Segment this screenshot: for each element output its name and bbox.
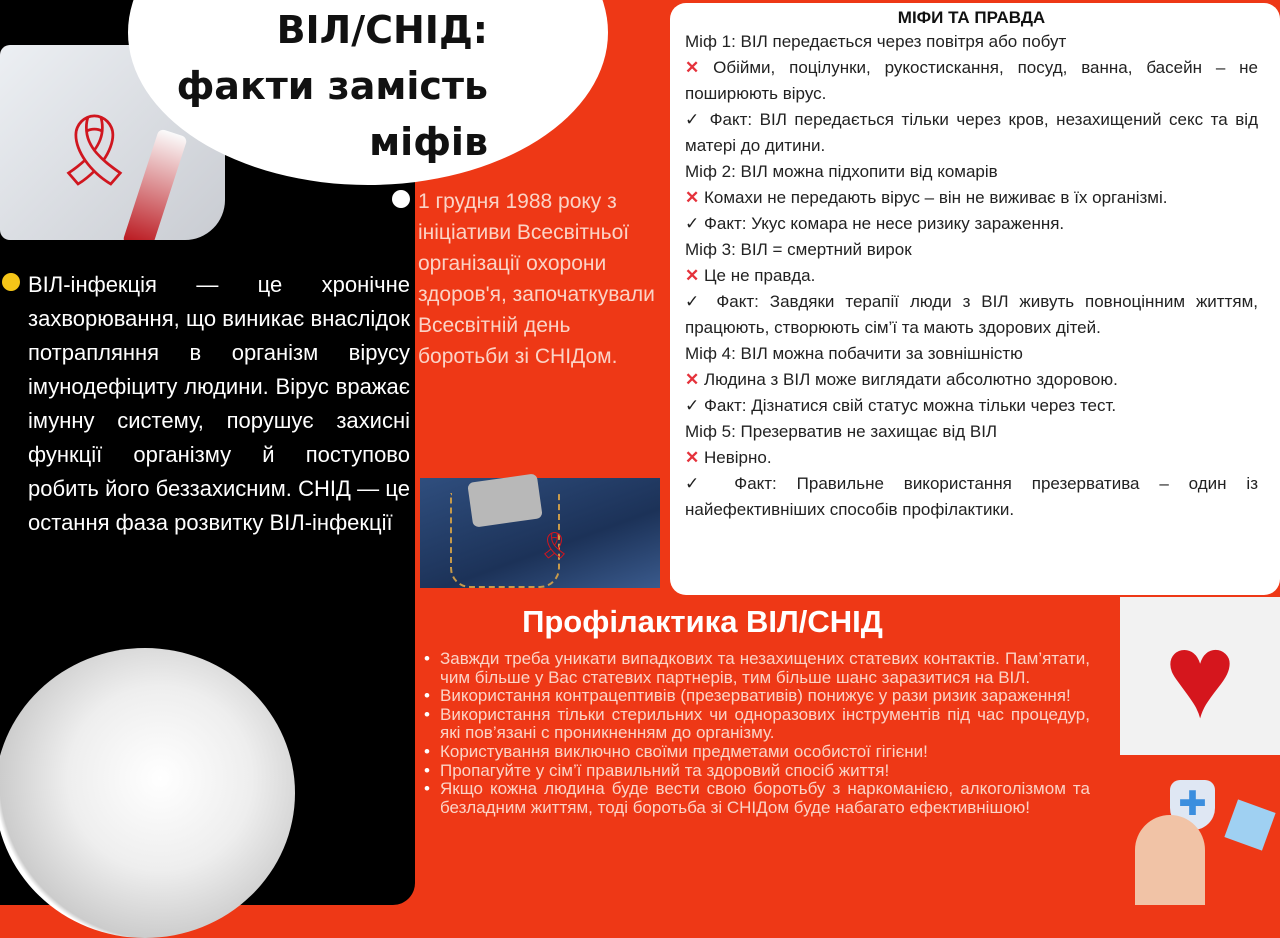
myth-item [685, 29, 1258, 159]
check-icon: ✓ [685, 474, 715, 493]
myth-fact: ✓ Факт: ВІЛ передається тільки через кров, незахищений секс та від матері до дитини. [685, 110, 1258, 155]
history-text: 1 грудня 1988 року з ініціативи Всесвітньої організації охорони здоров'я, започаткували Всесвітній день боротьби зі СНІДом. [418, 190, 655, 368]
shield-icon: ✚ [1170, 780, 1215, 830]
myth-rebuttal: ✕ Обійми, поцілунки, рукостискання, посуд, ванна, басейн – не поширюють вірус. [685, 58, 1258, 103]
cross-icon: ✕ [685, 58, 700, 77]
prevention-list [420, 650, 1090, 817]
check-icon: ✓ [685, 110, 703, 129]
myth-statement: Міф 3: ВІЛ = смертний вирок [685, 240, 912, 259]
myth-statement: Міф 4: ВІЛ можна побачити за зовнішністю [685, 344, 1023, 363]
myth-fact: ✓ Факт: Укус комара не несе ризику зараження. [685, 214, 1065, 233]
myth-rebuttal: ✕ Комахи не передають вірус – він не виживає в їх організмі. [685, 188, 1168, 207]
myth-statement: Міф 5: Презерватив не захищає від ВІЛ [685, 422, 998, 441]
woman-figure [1135, 815, 1205, 905]
cross-icon: ✕ [685, 448, 700, 467]
prevention-item: • Використання контрацептивів (презервативів) понижує у рази ризик зараження! [420, 687, 1090, 706]
cross-icon: ✕ [685, 370, 700, 389]
prevention-heading: Профілактика ВІЛ/СНІД [522, 604, 883, 639]
yellow-bullet-icon [2, 273, 20, 291]
myth-rebuttal: ✕ Невірно. [685, 448, 772, 467]
mask-icon [1224, 799, 1275, 850]
myth-item [685, 237, 1258, 341]
page-title: ВІЛ/СНІД: факти замість міфів [176, 8, 488, 164]
prevention-item: • Пропагуйте у сім’ї правильний та здоровий спосіб життя! [420, 762, 1090, 781]
check-icon: ✓ [685, 292, 706, 311]
myth-statement: Міф 2: ВІЛ можна підхопити від комарів [685, 162, 998, 181]
red-ribbon-icon: 🎗 [50, 111, 139, 189]
cross-icon: ✕ [685, 188, 700, 207]
prevention-item: • Користування виключно своїми предметами особистої гігієни! [420, 743, 1090, 762]
myth-item [685, 159, 1258, 237]
heart-icons-image: ♥ [1120, 597, 1280, 755]
myth-rebuttal: ✕ Це не правда. [685, 266, 816, 285]
myths-panel [670, 3, 1280, 595]
myths-heading: МІФИ ТА ПРАВДА [897, 8, 1046, 27]
myth-fact: ✓ Факт: Завдяки терапії люди з ВІЛ живуть повноцінним життям, працюють, створюють сім’ї та мають здорових дітей. [685, 292, 1258, 337]
myth-item [685, 419, 1258, 523]
prevention-item: • Якщо кожна людина буде вести свою боротьбу з наркоманією, алкоголізмом та безладним життям, тоді боротьба зі СНІДом буде набагато ефективнішою! [420, 780, 1090, 817]
check-icon: ✓ [685, 214, 700, 233]
myth-statement: Міф 1: ВІЛ передається через повітря або побут [685, 32, 1067, 51]
myth-fact: ✓ Факт: Дізнатися свій статус можна тільки через тест. [685, 396, 1117, 415]
intro-text: ВІЛ-інфекція — це хронічне захворювання, що виникає внаслідок потрапляння в організм вірусу імунодефіциту людини. Вірус вражає імунну систему, порушує захисні функції організму й поступово робить його беззахисним. СНІД — це остання фаза розвитку ВІЛ-інфекції [28, 272, 410, 535]
myth-item [685, 341, 1258, 419]
prevention-item: • Завжди треба уникати випадкових та незахищених статевих контактів. Пам’ятати, чим більше у Вас статевих партнерів, тим більше шанс заразитися на ВІЛ. [420, 650, 1090, 687]
cross-icon: ✕ [685, 266, 700, 285]
health-illustration [1120, 765, 1280, 905]
hand-syringes-illustration [0, 648, 295, 938]
myth-rebuttal: ✕ Людина з ВІЛ може виглядати абсолютно здоровою. [685, 370, 1118, 389]
check-icon: ✓ [685, 396, 700, 415]
white-bullet-icon [392, 190, 410, 208]
prevention-item: • Використання тільки стерильних чи одноразових інструментів під час процедур, які пов’язані с проникненням до організму. [420, 706, 1090, 743]
myth-fact: ✓ Факт: Правильне використання презерватива – один із найефективніших способів профілактики. [685, 474, 1258, 519]
jeans-pocket-photo: 🎗 [420, 478, 660, 588]
